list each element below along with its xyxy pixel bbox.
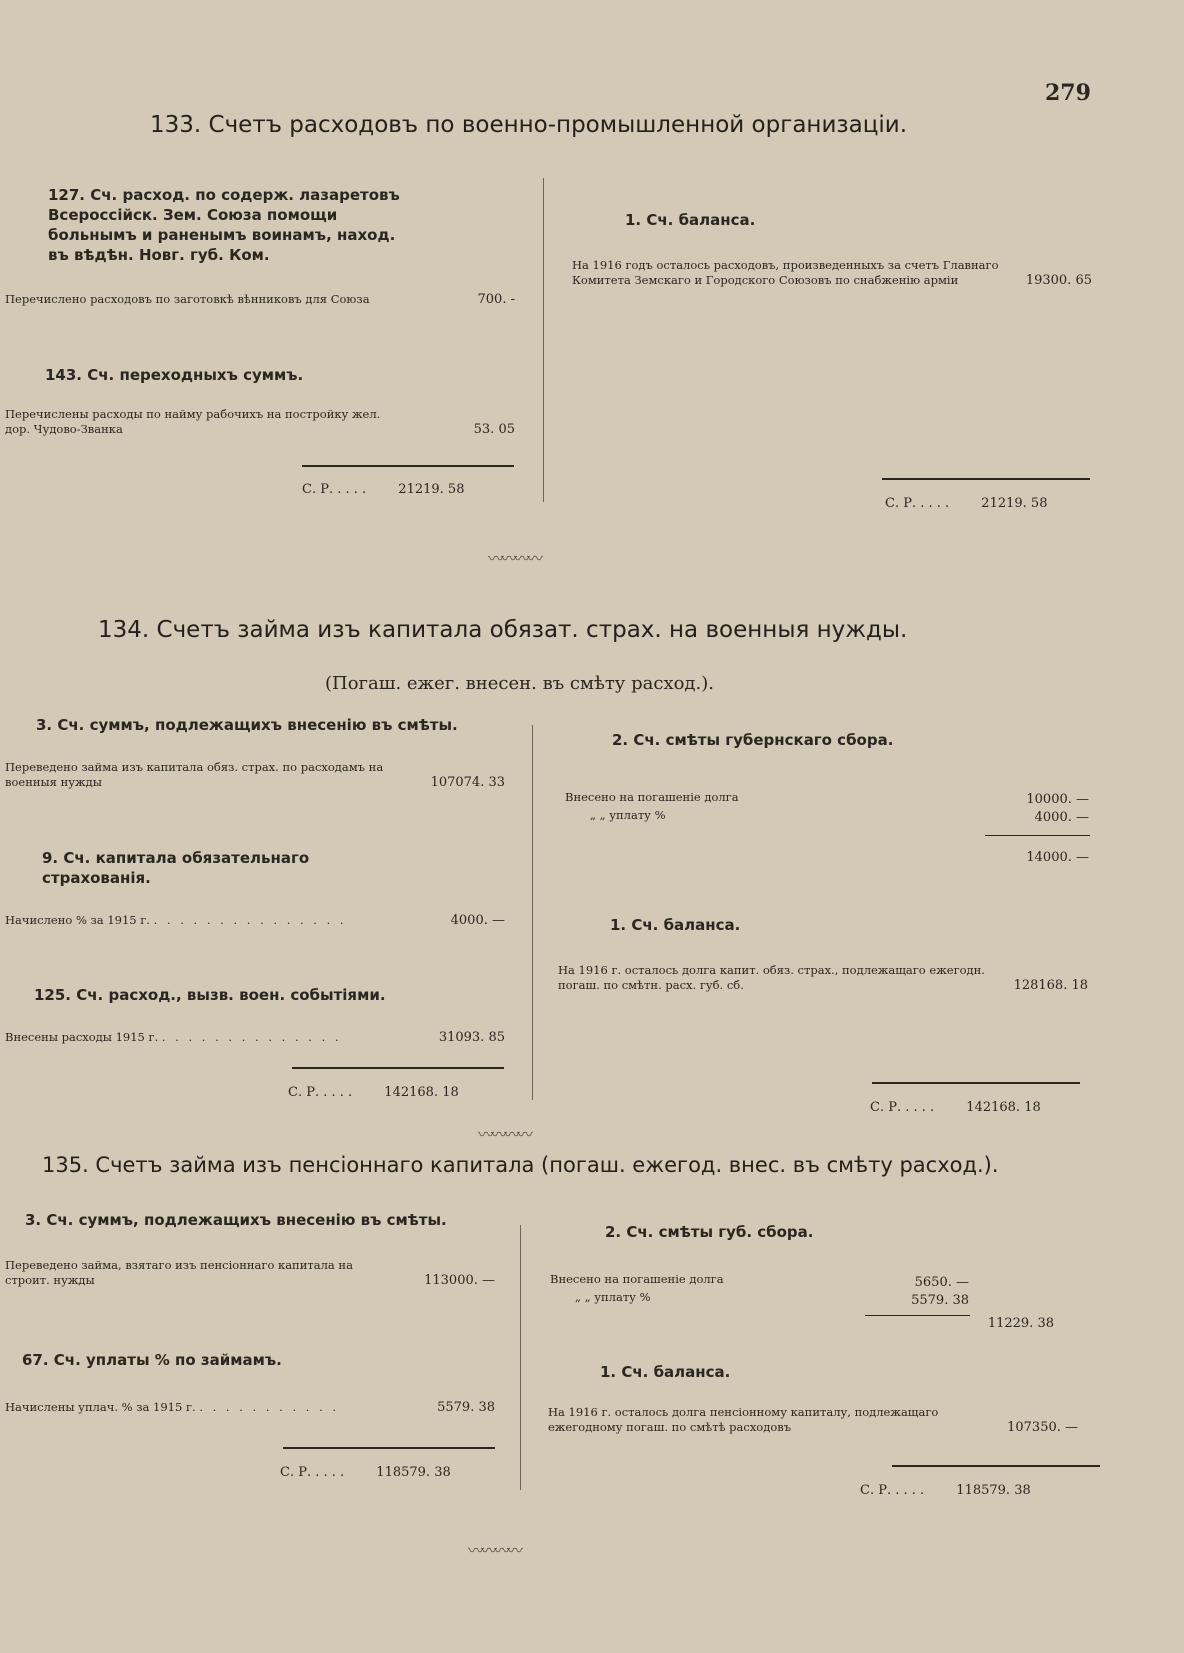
entry-heading: 3. Сч. суммъ, подлежащихъ внесенiю въ смѣты. — [36, 716, 458, 734]
entry-text: Перечислены расходы по найму рабочихъ на постройку жел. дор. Чудово-Званка — [5, 407, 381, 436]
s135-right-entry-2 — [600, 1362, 900, 1382]
total-rule — [292, 1067, 504, 1069]
entry-text: Переведено займа изъ капитала обяз. страх. по расходамъ на военныя нужды — [5, 760, 384, 789]
s133-left-entry-1 — [20, 185, 415, 265]
s135-right-row-1-amount: 5650. — — [914, 1275, 969, 1290]
s135-right-subtotal: 11229. 38 — [987, 1316, 1054, 1331]
section-134-title: 134. Счетъ займа изъ капитала обязат. страх. на военныя нужды. — [98, 617, 908, 643]
subtotal-rule — [985, 835, 1090, 836]
total-amount: 118579. 38 — [956, 1483, 1031, 1498]
s134-right-row-1-amount: 10000. — — [1026, 792, 1089, 807]
entry-heading: 1. Сч. баланса. — [625, 211, 756, 229]
entry-amount: 128168. 18 — [1013, 978, 1088, 993]
total-amount: 142168. 18 — [384, 1085, 459, 1100]
s134-left-entry-1-row — [5, 760, 505, 790]
s134-left-entry-1 — [36, 715, 496, 735]
section-133-title: 133. Счетъ расходовъ по военно-промышленной организацiи. — [150, 112, 908, 138]
entry-amount: 107074. 33 — [430, 775, 505, 790]
entry-amount: 107350. — — [1007, 1420, 1078, 1435]
entry-text: Внесены расходы 1915 г. — [5, 1030, 159, 1044]
entry-amount: 700. - — [477, 292, 515, 307]
total-label: С. Р. . . . . — [860, 1483, 925, 1498]
entry-heading: 9. Сч. капитала обязательнаго страхованiя. — [42, 849, 310, 887]
entry-amount: 53. 05 — [473, 422, 515, 437]
s134-left-entry-3-row: Внесены расходы 1915 г. . . . . . . . . . . . . . . 31093. 85 — [5, 1030, 505, 1045]
total-rule — [283, 1447, 495, 1449]
section-separator: 〰〰〰〰 — [488, 549, 541, 568]
entry-text: На 1916 г. осталось долга пенсiонному капиталу, подлежащаго ежегодному погаш. по смѣтѣ расходовъ — [548, 1405, 939, 1434]
s133-left-entry-2-row — [5, 407, 515, 437]
column-divider — [532, 725, 533, 1100]
s134-right-row-2-amount: 4000. — — [1034, 810, 1089, 825]
s135-left-entry-1 — [25, 1210, 495, 1230]
total-rule — [872, 1082, 1080, 1084]
total-amount: 21219. 58 — [398, 482, 465, 497]
s134-right-entry-2-row — [558, 963, 1088, 993]
total-label: С. Р. . . . . — [885, 496, 950, 511]
s133-right-entry-1 — [625, 210, 925, 230]
s133-left-entry-1-row — [5, 292, 515, 307]
subtotal-rule — [865, 1315, 970, 1316]
entry-amount: 4000. — — [450, 913, 505, 928]
s135-right-row-1-text: Внесено на погашенiе долга — [550, 1272, 724, 1286]
total-label: С. Р. . . . . — [870, 1100, 935, 1115]
s134-left-entry-2-row: Начислено % за 1915 г. . . . . . . . . . . . . . . . 4000. — — [5, 913, 505, 928]
entry-heading: 1. Сч. баланса. — [600, 1363, 731, 1381]
entry-amount: 5579. 38 — [437, 1400, 495, 1415]
entry-heading: 67. Сч. уплаты % по займамъ. — [22, 1351, 282, 1369]
total-rule — [892, 1465, 1100, 1467]
column-divider — [520, 1225, 521, 1490]
total-amount: 142168. 18 — [966, 1100, 1041, 1115]
entry-heading: 2. Сч. смѣты губ. сбора. — [605, 1223, 814, 1241]
s134-right-entry-2 — [610, 915, 910, 935]
s135-left-entry-2-row: Начислены уплач. % за 1915 г. . . . . . . . . . . . 5579. 38 — [5, 1400, 495, 1415]
page-end-ornament: 〰〰〰〰 — [468, 1541, 521, 1560]
section-134-subtitle: (Погаш. ежег. внесен. въ смѣту расход.). — [325, 673, 714, 694]
total-label: С. Р. . . . . — [288, 1085, 353, 1100]
total-label: С. Р. . . . . — [280, 1465, 345, 1480]
s134-left-total — [288, 1085, 459, 1100]
entry-amount: 31093. 85 — [438, 1030, 505, 1045]
s133-right-entry-1-row — [572, 258, 1092, 288]
s135-left-entry-2 — [22, 1350, 442, 1370]
entry-heading: 143. Сч. переходныхъ суммъ. — [45, 366, 304, 384]
s135-right-row-2-amount: 5579. 38 — [911, 1293, 969, 1308]
section-separator: 〰〰〰〰 — [478, 1125, 531, 1144]
s134-left-entry-3 — [34, 985, 474, 1005]
page-number: 279 — [1045, 80, 1091, 106]
s134-right-row-2-text: „ „ уплату % — [590, 808, 666, 822]
entry-heading: 1. Сч. баланса. — [610, 916, 741, 934]
s135-left-entry-1-row — [5, 1258, 495, 1288]
entry-heading: 3. Сч. суммъ, подлежащихъ внесенiю въ смѣты. — [25, 1211, 447, 1229]
entry-text: На 1916 годъ осталось расходовъ, произведенныхъ за счетъ Главнаго Комитета Земскаго и Городского Союзовъ по снабженiю армiи — [572, 258, 999, 287]
entry-text: Начислены уплач. % за 1915 г. — [5, 1400, 196, 1414]
s134-right-row-1-text: Внесено на погашенiе долга — [565, 790, 739, 804]
entry-amount: 19300. 65 — [1025, 273, 1092, 288]
total-amount: 118579. 38 — [376, 1465, 451, 1480]
s135-right-entry-2-row — [548, 1405, 1078, 1435]
entry-text: Начислено % за 1915 г. — [5, 913, 150, 927]
entry-text: На 1916 г. осталось долга капит. обяз. страх., подлежащаго ежегодн. погаш. по смѣтн. расх. губ. сб. — [558, 963, 985, 992]
entry-text: Перечислено расходовъ по заготовкѣ вѣнниковъ для Союза — [5, 292, 370, 306]
s135-left-total — [280, 1465, 451, 1480]
s134-left-entry-2 — [42, 848, 422, 888]
total-label: С. Р. . . . . — [302, 482, 367, 497]
entry-amount: 113000. — — [424, 1273, 495, 1288]
column-divider — [543, 178, 544, 502]
total-rule — [302, 465, 514, 467]
s133-left-total — [302, 482, 464, 497]
total-rule — [882, 478, 1090, 480]
s135-right-row-2-text: „ „ уплату % — [575, 1290, 651, 1304]
s134-right-entry-1 — [612, 730, 1012, 750]
s133-right-total — [885, 496, 1047, 511]
total-amount: 21219. 58 — [981, 496, 1048, 511]
s135-right-entry-1 — [605, 1222, 905, 1242]
section-135-title: 135. Счетъ займа изъ пенсiоннаго капитала (погаш. ежегод. внес. въ смѣту расход.). — [42, 1153, 999, 1177]
entry-text: Переведено займа, взятаго изъ пенсiоннаго капитала на строит. нужды — [5, 1258, 353, 1287]
s135-right-total — [860, 1483, 1031, 1498]
entry-heading: 127. Сч. расход. по содерж. лазаретовъ Всероссiйск. Зем. Союза помощи больнымъ и раненымъ воинамъ, наход. въ вѣдѣн. Новг. губ. Ком. — [48, 186, 400, 264]
s134-right-subtotal: 14000. — — [1026, 850, 1089, 865]
entry-heading: 125. Сч. расход., вызв. воен. событiями. — [34, 986, 386, 1004]
s133-left-entry-2 — [45, 365, 445, 385]
entry-heading: 2. Сч. смѣты губернскаго сбора. — [612, 731, 894, 749]
s134-right-total — [870, 1100, 1041, 1115]
